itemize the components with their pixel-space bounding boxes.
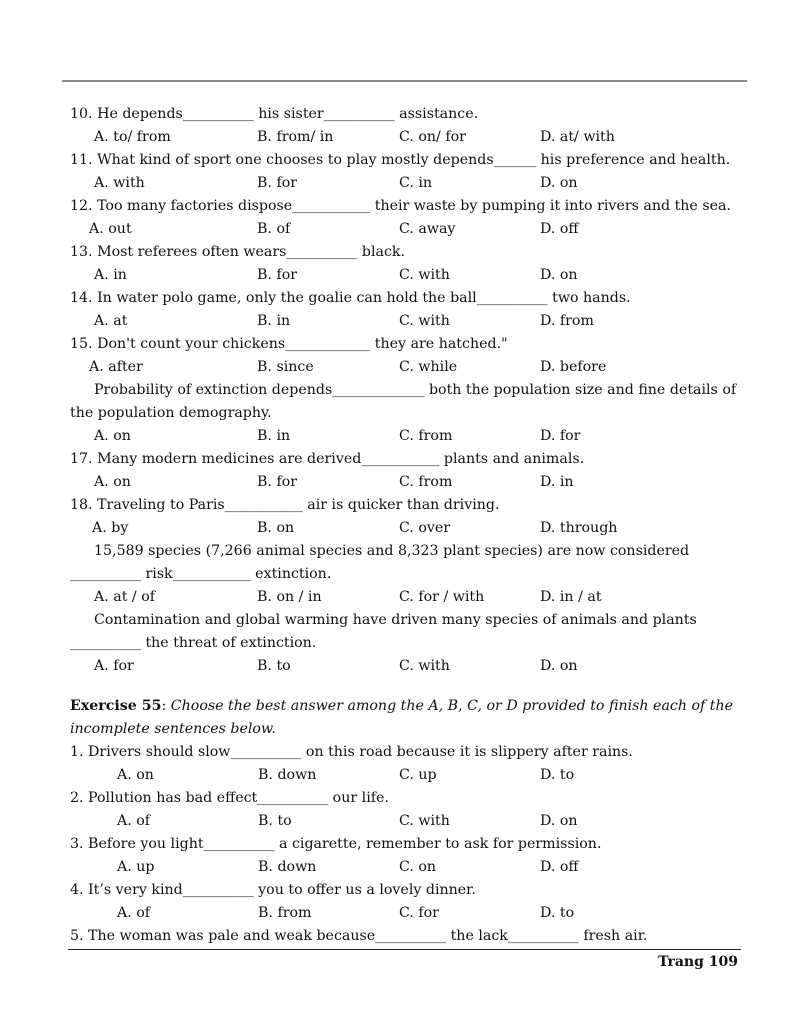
option-c: C. in (399, 175, 433, 191)
option-b: B. to (257, 658, 291, 674)
option-a: A. up (117, 859, 155, 875)
ex55-question-4 (70, 879, 750, 925)
ex55-question-5: 5. The woman was pale and weak because__________ the lack__________ fresh air. (70, 928, 648, 944)
question-stem: 17. Many modern medicines are derived___________ plants and animals. (70, 451, 585, 467)
exercise-title: Exercise 55 (70, 698, 162, 714)
option-d: D. on (540, 813, 578, 829)
question-stem-line-2: __________ risk___________ extinction. (70, 566, 332, 582)
option-c: C. while (399, 359, 458, 375)
option-b: B. on (257, 520, 295, 536)
answer-options (70, 471, 750, 494)
option-d: D. at/ with (540, 129, 615, 145)
option-b: B. from/ in (257, 129, 334, 145)
option-a: A. at (94, 313, 128, 329)
question-10 (70, 103, 750, 149)
question-stem-line-2: the population demography. (70, 405, 272, 421)
option-b: B. since (257, 359, 314, 375)
worksheet-content (70, 103, 750, 948)
question-14 (70, 287, 750, 333)
exercise-separator: : (161, 698, 171, 714)
option-a: A. to/ from (94, 129, 171, 145)
exercise-instruction: Choose the best answer among the A, B, C, or D provided to finish each of the incomplete sentences below. (70, 698, 734, 737)
question-stem: 1. Drivers should slow__________ on this road because it is slippery after rains. (70, 744, 633, 760)
question-stem-line-1: Probability of extinction depends_____________ both the population size and fine details of (94, 382, 737, 398)
option-d: D. through (540, 520, 618, 536)
question-stem-line-2: __________ the threat of extinction. (70, 635, 317, 651)
question-17 (70, 448, 750, 494)
ex55-question-3 (70, 833, 750, 879)
answer-options (70, 356, 750, 379)
option-d: D. to (540, 905, 575, 921)
option-c: C. from (399, 474, 453, 490)
option-b: B. in (257, 313, 291, 329)
question-stem: 12. Too many factories dispose___________ their waste by pumping it into rivers and the sea. (70, 198, 731, 214)
option-a: A. on (117, 767, 154, 783)
answer-options (70, 856, 750, 879)
option-a: A. by (92, 520, 129, 536)
question-stem-line-1: 15,589 species (7,266 animal species and 8,323 plant species) are now considered (94, 543, 690, 559)
option-b: B. down (258, 859, 317, 875)
question-stem: 15. Don't count your chickens____________ they are hatched." (70, 336, 508, 352)
option-c: C. away (399, 221, 456, 237)
exercise-heading (70, 695, 750, 741)
option-d: D. from (540, 313, 594, 329)
option-a: A. of (117, 813, 151, 829)
question-stem: 2. Pollution has bad effect__________ our life. (70, 790, 389, 806)
answer-options (70, 218, 750, 241)
question-stem: 11. What kind of sport one chooses to play mostly depends______ his preference and health. (70, 152, 731, 168)
option-c: C. from (399, 428, 453, 444)
question-19 (70, 540, 750, 609)
option-a: A. out (89, 221, 132, 237)
option-a: A. with (94, 175, 145, 191)
option-d: D. for (540, 428, 581, 444)
option-b: B. of (257, 221, 291, 237)
option-a: A. in (94, 267, 127, 283)
question-13 (70, 241, 750, 287)
option-b: B. for (257, 267, 298, 283)
option-c: C. on (399, 859, 437, 875)
question-stem: 10. He depends__________ his sister__________ assistance. (70, 106, 479, 122)
answer-options (70, 264, 750, 287)
option-d: D. off (540, 859, 579, 875)
question-stem-line-1: Contamination and global warming have driven many species of animals and plants (94, 612, 697, 628)
option-d: D. on (540, 267, 578, 283)
option-d: D. to (540, 767, 575, 783)
answer-options (70, 425, 750, 448)
option-d: D. in (540, 474, 574, 490)
answer-options (70, 655, 750, 678)
page-number: Trang 109 (658, 954, 738, 970)
option-b: B. for (257, 474, 298, 490)
answer-options (70, 586, 750, 609)
question-12 (70, 195, 750, 241)
answer-options (70, 810, 750, 833)
option-d: D. on (540, 175, 578, 191)
answer-options (70, 764, 750, 787)
ex55-question-2 (70, 787, 750, 833)
answer-options (70, 126, 750, 149)
option-d: D. before (540, 359, 607, 375)
option-a: A. after (89, 359, 143, 375)
question-11 (70, 149, 750, 195)
option-b: B. down (258, 767, 317, 783)
option-a: A. at / of (94, 589, 156, 605)
question-stem: 4. It’s very kind__________ you to offer us a lovely dinner. (70, 882, 476, 898)
question-stem: 3. Before you light__________ a cigarette, remember to ask for permission. (70, 836, 602, 852)
answer-options (70, 902, 750, 925)
option-d: D. off (540, 221, 579, 237)
option-d: D. in / at (540, 589, 602, 605)
bottom-rule (68, 949, 741, 950)
answer-options (70, 517, 750, 540)
question-16 (70, 379, 750, 448)
option-a: A. of (117, 905, 151, 921)
option-c: C. over (399, 520, 451, 536)
question-15 (70, 333, 750, 379)
option-c: C. for (399, 905, 439, 921)
answer-options (70, 172, 750, 195)
option-a: A. on (94, 428, 131, 444)
option-b: B. for (257, 175, 298, 191)
section-gap (70, 678, 750, 695)
question-18 (70, 494, 750, 540)
question-stem: 14. In water polo game, only the goalie can hold the ball__________ two hands. (70, 290, 631, 306)
option-b: B. on / in (257, 589, 322, 605)
option-b: B. to (258, 813, 292, 829)
option-a: A. for (94, 658, 134, 674)
option-c: C. with (399, 813, 450, 829)
top-rule (62, 80, 747, 82)
question-20 (70, 609, 750, 678)
answer-options (70, 310, 750, 333)
question-stem: 18. Traveling to Paris___________ air is quicker than driving. (70, 497, 500, 513)
option-c: C. up (399, 767, 437, 783)
option-c: C. with (399, 267, 450, 283)
question-stem: 13. Most referees often wears__________ black. (70, 244, 405, 260)
option-b: B. from (258, 905, 312, 921)
option-c: C. with (399, 658, 450, 674)
option-c: C. for / with (399, 589, 485, 605)
option-d: D. on (540, 658, 578, 674)
option-c: C. with (399, 313, 450, 329)
option-b: B. in (257, 428, 291, 444)
option-c: C. on/ for (399, 129, 466, 145)
ex55-question-1 (70, 741, 750, 787)
option-a: A. on (94, 474, 131, 490)
